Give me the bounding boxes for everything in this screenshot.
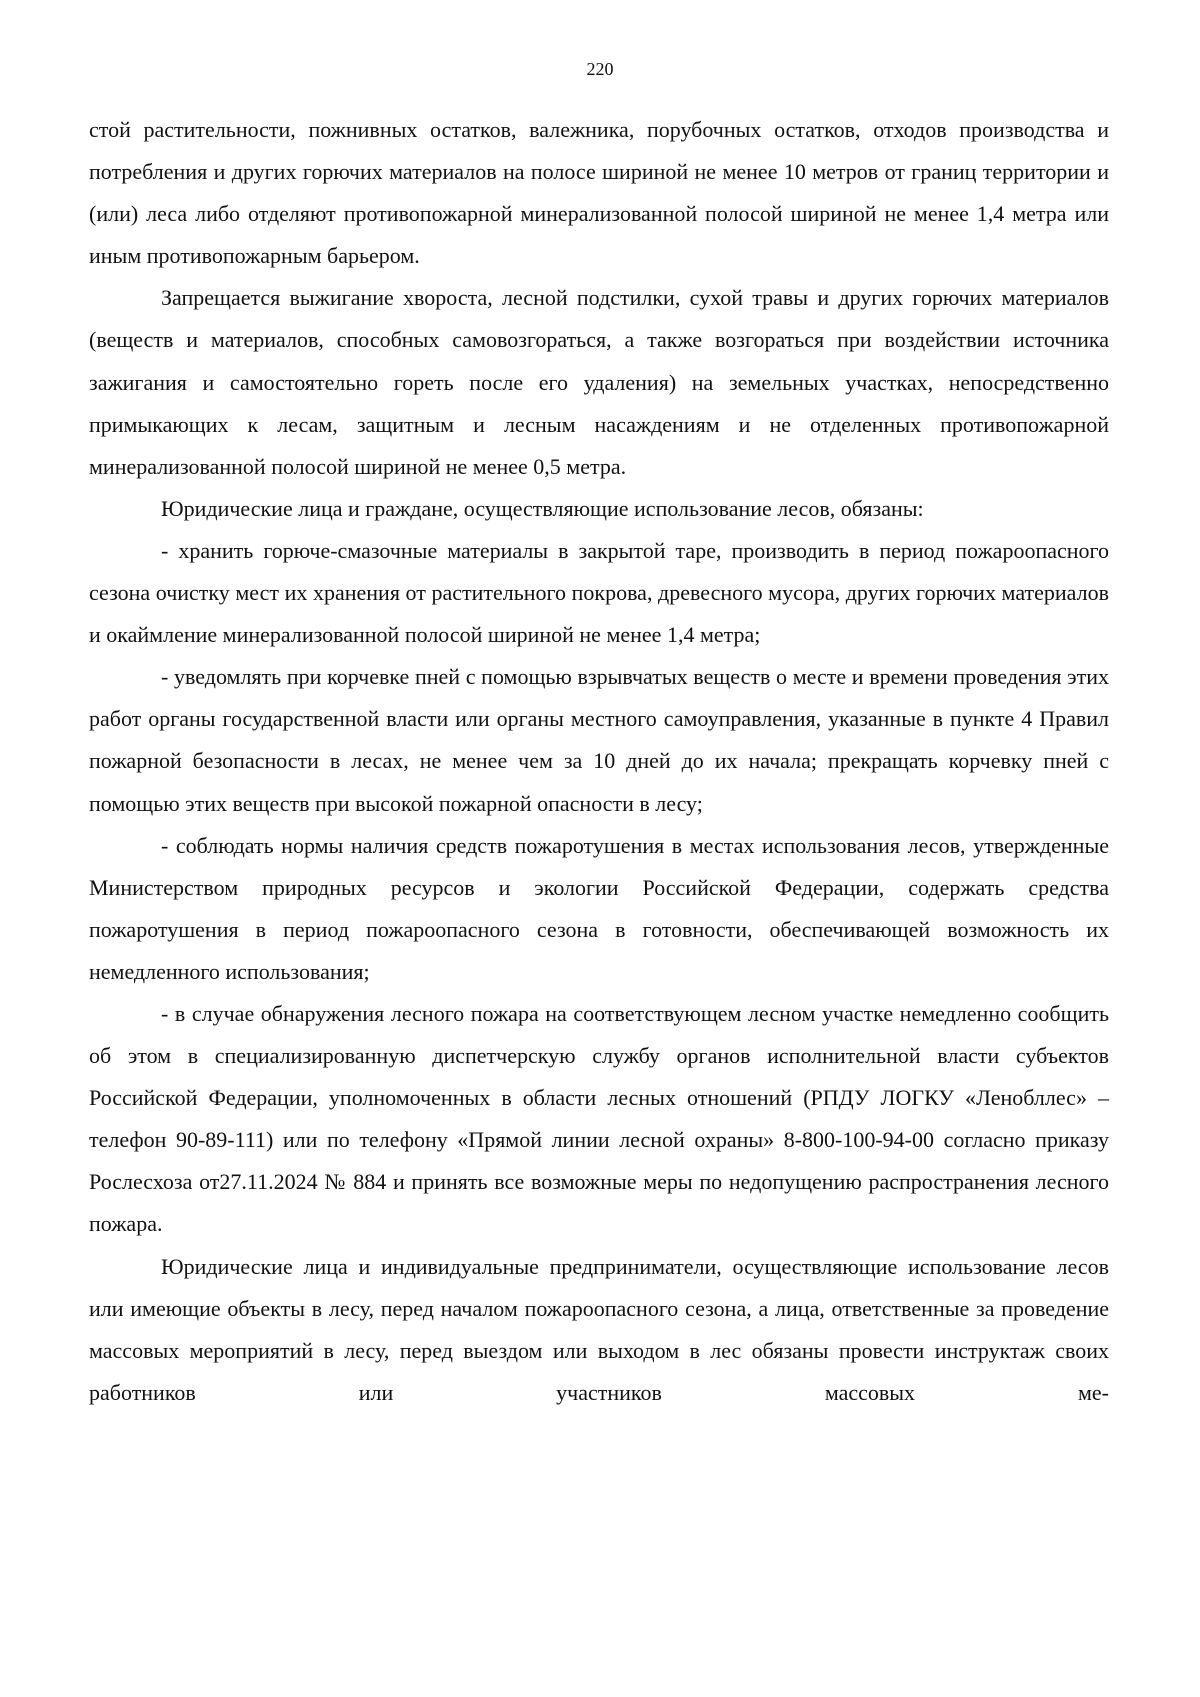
- body-text: [89, 109, 1109, 1414]
- list-item-fire-reporting: - в случае обнаружения лесного пожара на соответствующем лесном участке немедленно сообщить об этом в специализированную диспетчерскую службу органов исполнительной власти субъектов Российской Федерации, уполномоченных в области лесных отношений (РПДУ ЛОГКУ «Ленобллес» – телефон 90-89-111) или по телефону «Прямой линии лесной охраны» 8-800-100-94-00 согласно приказу Рослесхоза от27.11.2024 № 884 и принять все возможные меры по недопущению распространения лесного пожара.: [89, 1000, 1109, 1237]
- paragraph-instruction-briefing: Юридические лица и индивидуальные предприниматели, осуществляющие использование лесов или имеющие объекты в лесу, перед началом пожароопасного сезона, а лица, ответственные за проведение массовых мероприятий в лесу, перед выездом или выходом в лес обязаны провести инструктаж своих работников или участников массовых ме-: [89, 1253, 1109, 1405]
- list-item-firefighting-equipment: - соблюдать нормы наличия средств пожаротушения в местах использования лесов, утвержденные Министерством природных ресурсов и экологии Российской Федерации, содержать средства пожаротушения в период пожароопасного сезона в готовности, обеспечивающей возможность их немедленного использования;: [89, 832, 1109, 984]
- paragraph-vegetation-clearing: стой растительности, пожнивных остатков, валежника, порубочных остатков, отходов производства и потребления и других горючих материалов на полосе шириной не менее 10 метров от границ территории и (или) леса либо отделяют противопожарной минерализованной полосой шириной не менее 1,4 метра или иным противопожарным барьером.: [89, 117, 1109, 269]
- paragraph-obligations-intro: Юридические лица и граждане, осуществляющие использование лесов, обязаны:: [161, 495, 924, 521]
- page-number: 220: [586, 59, 614, 79]
- list-item-stump-explosives: - уведомлять при корчевке пней с помощью взрывчатых веществ о месте и времени проведения этих работ органы государственной власти или органы местного самоуправления, указанные в пункте 4 Правил пожарной безопасности в лесах, не менее чем за 10 дней до их начала; прекращать корчевку пней с помощью этих веществ при высокой пожарной опасности в лесу;: [89, 664, 1109, 816]
- list-item-fuel-storage: - хранить горюче-смазочные материалы в закрытой таре, производить в период пожароопасного сезона очистку мест их хранения от растительного покрова, древесного мусора, других горючих материалов и окаймление минерализованной полосой шириной не менее 1,4 метра;: [89, 537, 1109, 648]
- paragraph-burning-prohibition: Запрещается выжигание хвороста, лесной подстилки, сухой травы и других горючих материалов (веществ и материалов, способных самовозгораться, а также возгораться при воздействии источника зажигания и самостоятельно гореть после его удаления) на земельных участках, непосредственно примыкающих к лесам, защитным и лесным насаждениям и не отделенных противопожарной минерализованной полосой шириной не менее 0,5 метра.: [89, 285, 1109, 479]
